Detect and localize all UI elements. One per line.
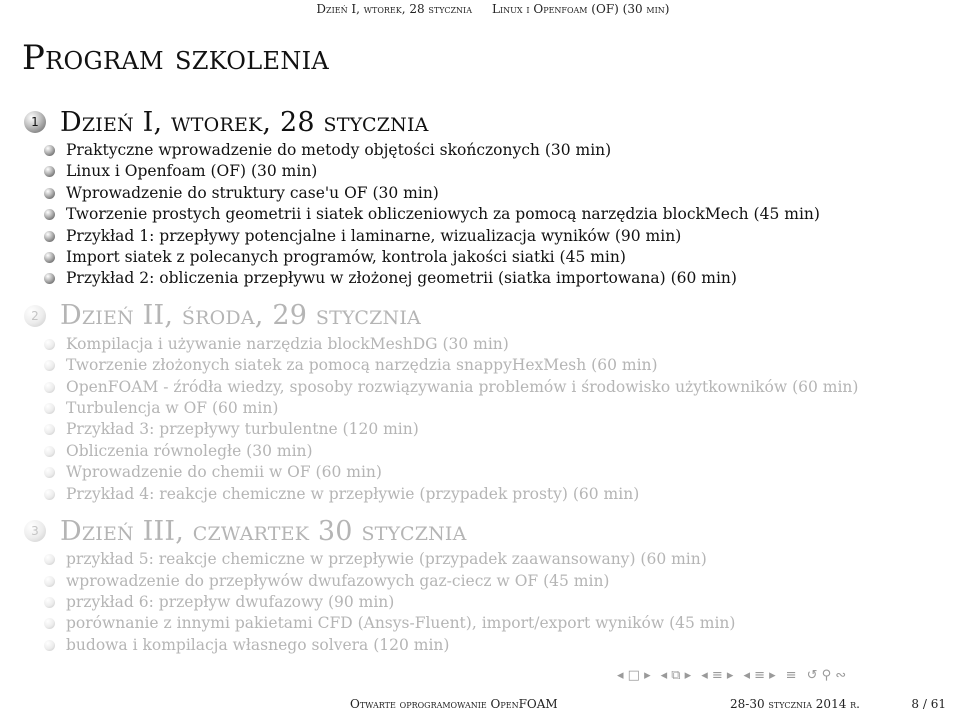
- section-items: [24, 140, 944, 290]
- nav-section-icon[interactable]: ◂ ≡ ▸: [743, 668, 776, 683]
- bullet-icon: [44, 231, 55, 242]
- bullet-icon: [44, 145, 55, 156]
- footer-page-number: 8 / 61: [911, 697, 946, 711]
- bullet-icon: [44, 489, 55, 500]
- bullet-icon: [44, 209, 55, 220]
- item-text: wprowadzenie do przepływów dwufazowych gaz-ciecz w OF (45 min): [66, 571, 610, 590]
- item-text: Przykład 3: przepływy turbulentne (120 min): [66, 420, 419, 439]
- bullet-icon: [44, 252, 55, 263]
- item-text: przykład 5: reakcje chemiczne w przepływie (przypadek zaawansowany) (60 min): [66, 550, 707, 569]
- list-item[interactable]: [42, 462, 944, 483]
- list-item[interactable]: [42, 484, 944, 505]
- section-number-ball: 2: [24, 305, 46, 327]
- nav-slide-icon[interactable]: ≡: [785, 668, 797, 683]
- section-items: [24, 549, 944, 656]
- bullet-icon: [44, 382, 55, 393]
- list-item[interactable]: [42, 377, 944, 398]
- item-text: Wprowadzenie do struktury case'u OF (30 min): [66, 183, 439, 202]
- list-item[interactable]: [42, 204, 944, 225]
- item-text: Linux i Openfoam (OF) (30 min): [66, 162, 318, 181]
- page-title: Program szkolenia: [22, 38, 330, 78]
- item-text: Praktyczne wprowadzenie do metody objętości skończonych (30 min): [66, 141, 612, 159]
- item-text: budowa i kompilacja własnego solvera (120 min): [66, 635, 450, 654]
- item-text: porównanie z innymi pakietami CFD (Ansys-Fluent), import/export wyników (45 min): [66, 614, 736, 633]
- bullet-icon: [44, 467, 55, 478]
- bullet-icon: [44, 166, 55, 177]
- item-text: Wprowadzenie do chemii w OF (60 min): [66, 463, 382, 482]
- item-text: Tworzenie złożonych siatek za pomocą narzędzia snappyHexMesh (60 min): [66, 356, 658, 375]
- list-item[interactable]: [42, 441, 944, 462]
- section-title: Dzień II, środa, 29 stycznia: [60, 300, 421, 332]
- section-items: [24, 334, 944, 505]
- list-item[interactable]: [42, 398, 944, 419]
- bullet-icon: [44, 576, 55, 587]
- list-item[interactable]: [42, 226, 944, 247]
- item-text: Obliczenia równoległe (30 min): [66, 441, 313, 460]
- section-day-1: [24, 104, 944, 290]
- navigation-bar: [617, 668, 846, 683]
- list-item[interactable]: [42, 183, 944, 204]
- item-text: OpenFOAM - źródła wiedzy, sposoby rozwiązywania problemów i środowisko użytkowników (60 min): [66, 377, 859, 396]
- bullet-icon: [44, 424, 55, 435]
- list-item[interactable]: [42, 268, 944, 289]
- section-number-ball: 1: [24, 111, 46, 133]
- item-text: Kompilacja i używanie narzędzia blockMeshDG (30 min): [66, 334, 509, 353]
- header-subsection-title[interactable]: Linux i Openfoam (OF) (30 min): [492, 2, 670, 16]
- bullet-icon: [44, 640, 55, 651]
- bullet-icon: [44, 554, 55, 565]
- section-day-2: [24, 298, 944, 505]
- bullet-icon: [44, 403, 55, 414]
- list-item[interactable]: [42, 355, 944, 376]
- section-header[interactable]: [24, 513, 944, 549]
- list-item[interactable]: [42, 247, 944, 268]
- list-item[interactable]: [42, 161, 944, 182]
- item-text: Turbulencja w OF (60 min): [66, 399, 279, 418]
- nav-search-icon[interactable]: ↺ ⚲ ∾: [806, 668, 847, 683]
- bullet-icon: [44, 188, 55, 199]
- list-item[interactable]: [42, 571, 944, 592]
- header-bar: [0, 0, 960, 20]
- item-text: Przykład 1: przepływy potencjalne i laminarne, wizualizacja wyników (90 min): [66, 226, 682, 245]
- list-item[interactable]: [42, 334, 944, 355]
- bullet-icon: [44, 618, 55, 629]
- section-day-3: [24, 513, 944, 656]
- section-title: Dzień III, czwartek 30 stycznia: [60, 515, 467, 547]
- bullet-icon: [44, 339, 55, 350]
- section-title: Dzień I, wtorek, 28 stycznia: [60, 106, 429, 138]
- item-text: Przykład 4: reakcje chemiczne w przepływie (przypadek prosty) (60 min): [66, 484, 640, 503]
- section-header[interactable]: [24, 104, 944, 140]
- bullet-icon: [44, 273, 55, 284]
- nav-frame-next-icon[interactable]: ◂ ⧉ ▸: [660, 668, 692, 683]
- list-item[interactable]: [42, 635, 944, 656]
- item-text: Przykład 2: obliczenia przepływu w złożonej geometrii (siatka importowana) (60 min): [66, 269, 737, 288]
- list-item[interactable]: [42, 419, 944, 440]
- list-item[interactable]: [42, 140, 944, 161]
- item-text: przykład 6: przepływ dwufazowy (90 min): [66, 592, 395, 611]
- footer-date[interactable]: 28-30 stycznia 2014 r.: [730, 697, 860, 711]
- list-item[interactable]: [42, 592, 944, 613]
- footer-bar: [0, 697, 960, 715]
- bullet-icon: [44, 446, 55, 457]
- bullet-icon: [44, 597, 55, 608]
- bullet-icon: [44, 360, 55, 371]
- section-header[interactable]: [24, 298, 944, 334]
- header-section-title[interactable]: Dzień I, wtorek, 28 stycznia: [316, 2, 472, 16]
- item-text: Tworzenie prostych geometrii i siatek obliczeniowych za pomocą narzędzia blockMech (45 min): [66, 205, 820, 224]
- item-text: Import siatek z polecanych programów, kontrola jakości siatki (45 min): [66, 248, 626, 267]
- nav-frame-prev-icon[interactable]: ◂ □ ▸: [617, 668, 651, 683]
- list-item[interactable]: [42, 613, 944, 634]
- agenda: [24, 104, 944, 656]
- section-number-ball: 3: [24, 520, 46, 542]
- footer-title[interactable]: Otwarte oprogramowanie OpenFOAM: [350, 697, 558, 711]
- nav-subsection-icon[interactable]: ◂ ≡ ▸: [701, 668, 734, 683]
- list-item[interactable]: [42, 549, 944, 570]
